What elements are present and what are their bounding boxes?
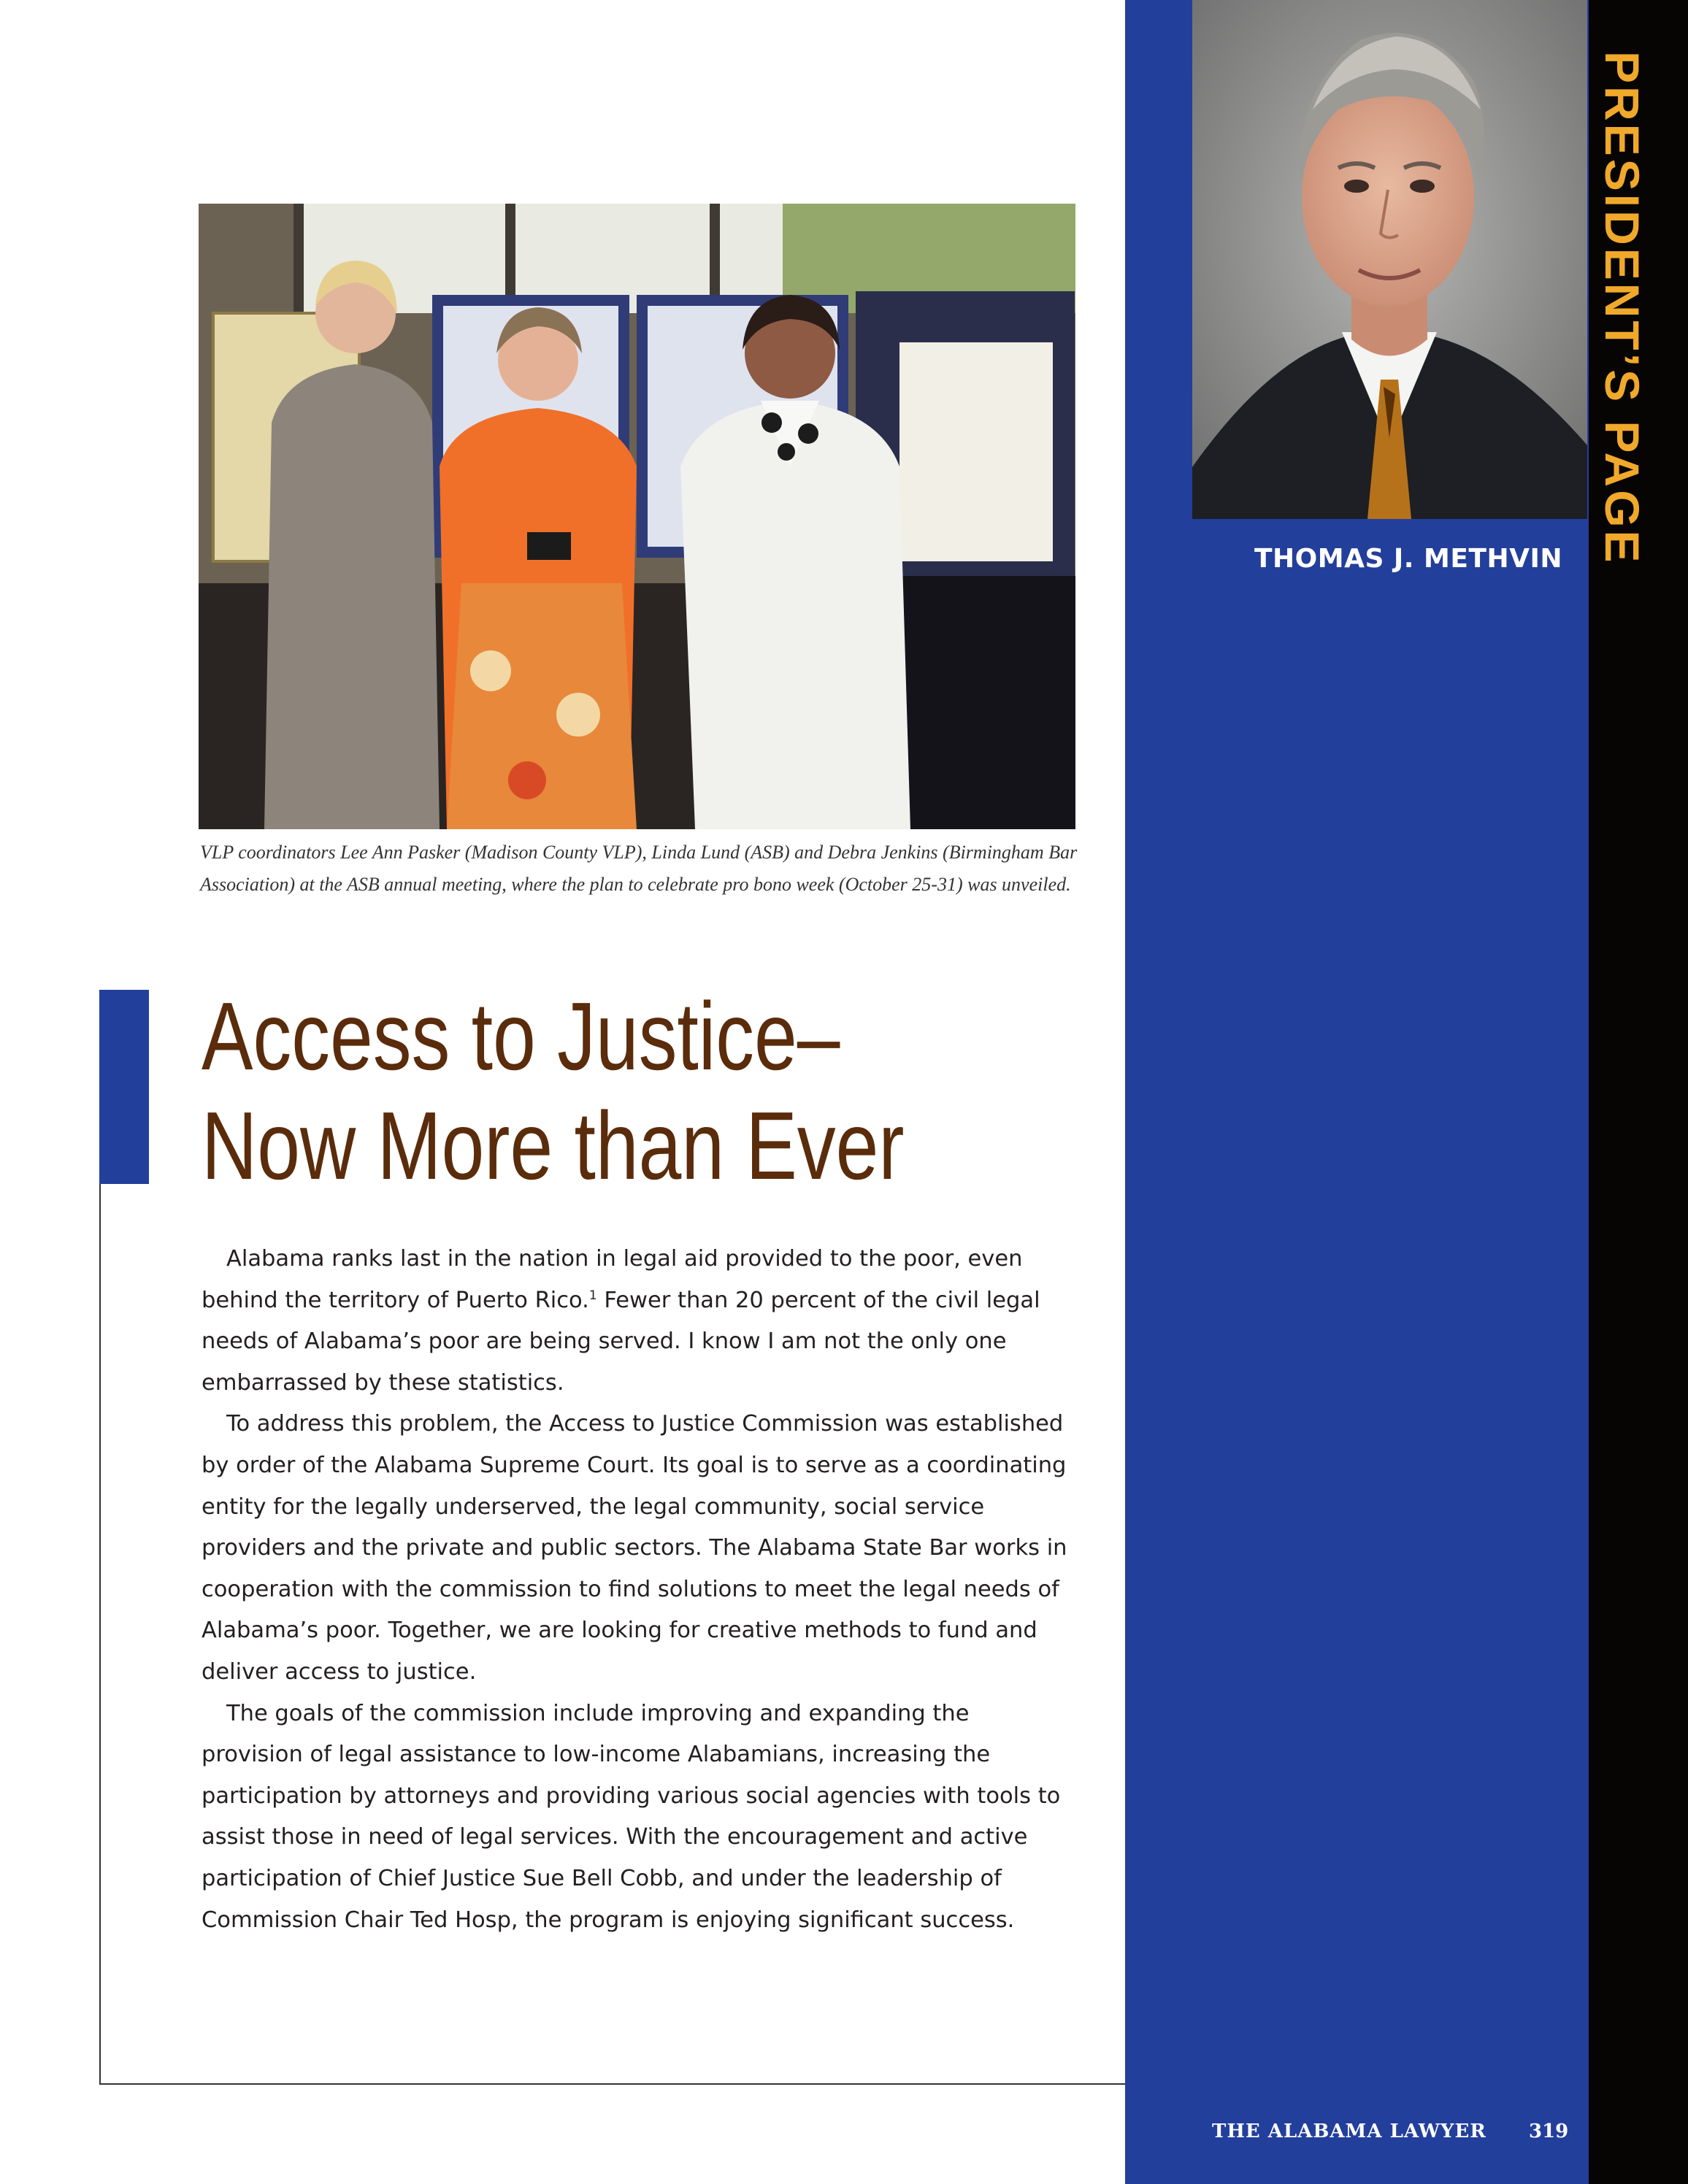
body-paragraph-1-text-continued: Fewer than 20 percent of the civil legal needs of Alabama’s poor are being served. I know I am not the only one embarrassed by these statistics. bbox=[202, 1287, 1040, 1396]
footer-page-number: 319 bbox=[1529, 2120, 1569, 2142]
article-headline bbox=[202, 982, 937, 1201]
author-portrait bbox=[1192, 0, 1587, 519]
body-paragraph-2: To address this problem, the Access to Justice Commission was established by order of the Alabama Supreme Court. Its goal is to serve as a coordinating entity for the legally underserved, the legal community, social service providers and the private and public sectors. The Alabama State Bar works in cooperation with the commission to find solutions to meet the legal needs of Alabama’s poor. Together, we are looking for creative methods to fund and deliver access to justice. bbox=[202, 1411, 1067, 1685]
headline-accent-bar bbox=[99, 990, 149, 1184]
body-paragraph-1-text: Alabama ranks last in the nation in legal aid provided to the poor, even behind the territory of Puerto Rico. bbox=[202, 1246, 1023, 1313]
headline-line-1: Access to Justice– bbox=[202, 983, 840, 1090]
article-body bbox=[202, 1239, 1070, 1941]
section-label: PRESIDENT’S PAGE bbox=[1595, 51, 1649, 566]
photo-caption: VLP coordinators Lee Ann Pasker (Madison County VLP), Linda Lund (ASB) and Debra Jenkins (Birmingham Bar Association) at the ASB annual meeting, where the plan to celebrate pro bono week (October 25-31) was unveiled. bbox=[200, 842, 1078, 895]
author-name: THOMAS J. METHVIN bbox=[1254, 544, 1562, 574]
footer-publication: THE ALABAMA LAWYER bbox=[1212, 2120, 1486, 2142]
body-paragraph-1 bbox=[202, 1239, 1070, 1404]
frame-rule-left bbox=[99, 1184, 101, 2085]
body-paragraph-3: The goals of the commission include improving and expanding the provision of legal assistance to low-income Alabamians, increasing the participation by attorneys and providing various social agencies with tools to assist those in need of legal services. With the encouragement and active participation of Chief Justice Sue Bell Cobb, and under the leadership of Commission Chair Ted Hosp, the program is enjoying significant success. bbox=[202, 1700, 1061, 1933]
headline-line-2: Now More than Ever bbox=[202, 1092, 905, 1199]
footnote-marker: 1 bbox=[588, 1288, 597, 1303]
frame-rule-bottom bbox=[99, 2083, 1125, 2085]
event-photo bbox=[199, 204, 1075, 829]
